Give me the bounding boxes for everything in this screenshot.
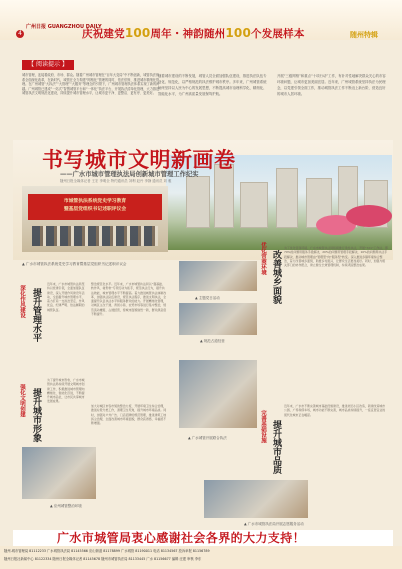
party-day-photo <box>179 261 257 291</box>
article-byline: 随州日报全媒体记者 王宏 李明全 特约通讯员 刘利 赵丹 李静 通讯员 刘 雅 <box>60 179 172 183</box>
environment-photo <box>22 447 96 499</box>
thanks-text: 广水市城管局衷心感谢社会各界的大力支持！ <box>57 531 306 545</box>
meeting-attendees <box>32 226 158 246</box>
masthead: 广州日报 GUANGZHOU DAILY <box>26 24 102 30</box>
banner-line-1: 市城管执法系统党史学习教育 <box>63 199 127 204</box>
section-3-kicker: 优化营商环境 <box>260 242 266 275</box>
slogan-prefix: 庆祝建党 <box>82 28 125 40</box>
footer-contacts-2: 随州日报社新闻中心 81122334 随州日报全媒体记者 81145678 随州市城管执法局 81133445 广水 81156677 编辑 汪建 审核 李东 <box>4 557 202 561</box>
body-column-3: 为了提升城市形象，广水市城管执法局持续开展文明城市创建工作，积极推进城市管理向精细化、智能化迈进，不断提升城市品位，让市民共享城市发展成果。 <box>47 378 85 404</box>
joint-enforcement-photo <box>179 360 257 428</box>
meeting-photo <box>22 186 168 252</box>
intro-text-right: 开展“三级网格”和重点“十项行动”工作，有针对性地解决群众关心的市容环境问题，让城市更加美丽宜居。近年来，广州城管系统坚持执法为民理念，以党建引领全面工作，推动城管执法工作不断迈上新台阶，营造良好的城市人居环境。 <box>277 74 386 96</box>
body-column-2: 整治规范化水平。近年来，广水市城管执法局以“强基础、转作风、树形象”专项行动为抓手，规范执法行为，提升执法效能，城市管理水平不断提高。着力推进城管执法体制改革，加强执法队伍建设，规范执法程序，推进文明执法，全面提升队伍执法水平和服务群众的能力。开展精细化管理，对城区主次干道、背街小巷、农贸市场等进行集中整治，规范流动摊贩、占道经营，使城市面貌焕然一新，群众满意度不断提升。 <box>91 282 167 317</box>
footer-contacts-1: 随州.城市管理局 81112233 广水城管执法局 81145566 应山街道 81178899 广水城管 81190011 电话 81134567 投诉举报 81156789 <box>4 549 210 553</box>
street-regulation-photo <box>179 303 257 335</box>
section-tag: 随州特辑 <box>350 31 378 39</box>
photo-caption-3: ▲ 广水城管开展联合执法 <box>188 436 227 440</box>
body-column-4: 加大对城区市容市貌的整治力度，开展环境卫生综合治理，推进垃圾分类工作，清理卫生死角，提升城市环境品质。同时，加强对户外广告、门店招牌的规范管理，推进建筑工地扬尘治理，全面改善城市环境面貌，群众获得感、幸福感不断增强。 <box>91 404 167 426</box>
section-4-heading: 提升城市品质 <box>271 420 281 474</box>
section-1-heading: 提升管理水平 <box>31 288 41 342</box>
article-subtitle: ——广水市城市管理执法局创新城市管理工作纪实 <box>60 171 199 178</box>
meeting-photo-caption: ▲ 广水市城管执法系统党史学习教育暨基层党组织书记述职评议会 <box>22 262 127 266</box>
intro-text-left: 城市管理，连接着政府、市场、群众。随着广州城市管理在“百年大变局”中不断创新，城管执法体系全面深化改革，在新时代，城管在全力构建“网格化”管理的同时，依法依规、推进城市精细化管理。在广州城管“大执法”“大管理”“大服务”等理念的引领下，广州城市管理执法体系实现了新的跨越。广州城管已建成“一站式”智慧城管平台和“一体化”执法平台，开展执法清单化管理，大力推进城管执法文明规范化建设，持续提升城市管理水平，让城市更干净、更整洁、更有序、更美好。 <box>22 73 160 96</box>
body-column-6: 近年来，广水市不断完善城市基础设施建设，推进老旧小区改造，新建改造城市公园、广场和停车场，城市功能不断完善，城市品质持续提升，一座宜居宜业的现代化城市正在崛起。 <box>284 404 386 417</box>
section-4-kicker: 完善基础设施 <box>260 410 266 443</box>
section-2-kicker: 强化文明创建 <box>19 384 25 417</box>
photo-caption-5: ▲ 应州城管整治环境 <box>50 504 82 508</box>
reading-tip-label: 【 阅读提示 】 <box>22 60 74 70</box>
intro-text-middle: 随着城市建设的不断发展，城管人员全面加强队伍建设，推进执法队伍专业化、规范化，以严格规范的执法维护城市秩序。多年来，广州城管系统始终坚持以人民为中心的发展思想，不断提高城市治理科学化、精细化、智能化水平，为广州高质量发展保驾护航。 <box>158 74 267 96</box>
meeting-banner <box>28 194 162 220</box>
banner-line-2: 暨基层党组织书记述职评议会 <box>63 207 127 212</box>
photo-caption-1: ▲ 主题党日活动 <box>195 296 220 300</box>
section-1-kicker: 深化作风建设 <box>19 285 25 318</box>
photo-caption-6: ▲ 广水市城管执法局开展志愿服务活动 <box>244 522 304 526</box>
body-column-1: 近年来，广水市城管执法局坚持以党建引领，全面加强队伍建设，深入开展作风建设年活动，全面提升城市管理水平，着力打造一支政治坚定、作风优良、纪律严明、依法履职的城管队伍。 <box>47 282 85 312</box>
body-column-5: 为了优化营商环境，广水市城管执法局积极推行柔性执法，开展“721”工作法，即70%的问题用服务手段解决，20%的问题用管理手段解决，10%的问题用执法手段解决，推动城市管理由“管理型”向“服务型”转变。深入推进乡镇环境综合整治，着力改善城乡面貌，助推乡村振兴，让群众生活更加美好。同时，加强与相关部门的协作配合，建立健全长效管理机制，持续巩固整治成果。 <box>284 246 388 268</box>
section-3-heading: 改善城乡面貌 <box>271 250 281 304</box>
header-slogan <box>82 26 305 41</box>
article-title: 书写城市文明新画卷 <box>42 148 236 172</box>
photo-caption-2: ▲ 规范占道经营 <box>200 339 225 343</box>
slogan-suffix: 个发展样本 <box>251 28 305 40</box>
page-number: 4 <box>16 30 24 38</box>
slogan-number-2: 100 <box>225 26 252 40</box>
section-2-heading: 提升城市形象 <box>31 388 41 442</box>
slogan-middle: 周年・神韵随州 <box>150 28 226 40</box>
slogan-number-1: 100 <box>124 26 151 40</box>
volunteer-photo <box>204 480 308 518</box>
